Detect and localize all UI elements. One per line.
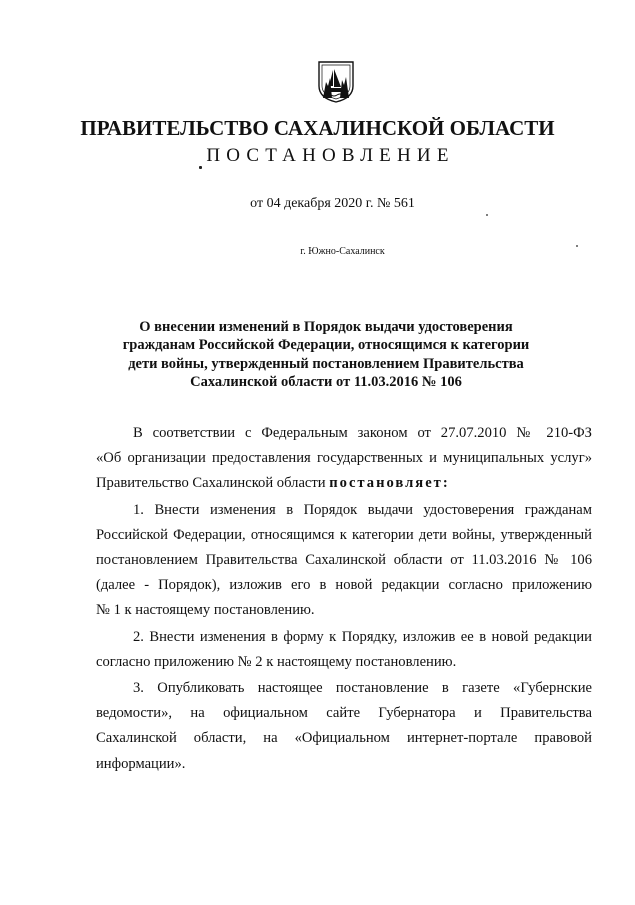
preamble-line — [96, 471, 592, 496]
issuing-authority: ПРАВИТЕЛЬСТВО САХАЛИНСКОЙ ОБЛАСТИ — [80, 116, 555, 140]
city-of-issue: г. Южно-Сахалинск — [300, 246, 385, 257]
decree-word: постановляет: — [329, 475, 450, 492]
preamble-line: «Об организации предоставления государственных и муниципальных услуг» — [96, 450, 592, 467]
preamble-line: В соответствии с Федеральным законом от 27.07.2010 № 210-ФЗ — [133, 425, 592, 441]
title-line: дети войны, утвержденный постановлением Правительства — [128, 355, 524, 372]
item-3-paragraph — [96, 676, 592, 777]
item-2-paragraph — [96, 625, 592, 675]
date-and-number: от 04 декабря 2020 г. № 561 — [250, 196, 415, 211]
item-line: № 1 к настоящему постановлению. — [96, 602, 315, 619]
item-line: информации». — [96, 755, 186, 772]
item-line: согласно приложению № 2 к настоящему постановлению. — [96, 653, 457, 670]
document-body — [96, 421, 592, 777]
item-1-paragraph — [96, 498, 592, 624]
document-type: ПОСТАНОВЛЕНИЕ — [206, 145, 455, 166]
scan-speck — [576, 245, 578, 247]
item-line: Сахалинской области, на «Официальном интернет-портале правовой — [96, 730, 592, 747]
item-line: 2. Внести изменения в форму к Порядку, изложив ее в новой редакции — [133, 628, 592, 645]
preamble-subject: Правительство Сахалинской области — [96, 475, 330, 492]
document-title — [110, 318, 542, 391]
scan-speck — [486, 214, 488, 216]
item-line: 1. Внести изменения в Порядок выдачи удостоверения гражданам — [133, 501, 592, 518]
title-line: О внесении изменений в Порядок выдачи удостоверения — [139, 319, 513, 335]
title-line: Сахалинской области от 11.03.2016 № 106 — [190, 373, 462, 390]
sakhalin-coat-of-arms-icon — [317, 60, 355, 104]
item-line: Российской Федерации, относящимся к категории дети войны, утвержденный — [96, 526, 592, 543]
item-line: ведомости», на официальном сайте Губернатора и Правительства — [96, 705, 592, 722]
item-line: 3. Опубликовать настоящее постановление в газете «Губернские — [133, 680, 592, 697]
item-line: постановлением Правительства Сахалинской области от 11.03.2016 № 106 — [96, 552, 592, 569]
preamble-paragraph — [96, 421, 592, 497]
item-line: (далее - Порядок), изложив его в новой редакции согласно приложению — [96, 577, 592, 594]
title-line: гражданам Российской Федерации, относящимся к категории — [122, 337, 530, 354]
